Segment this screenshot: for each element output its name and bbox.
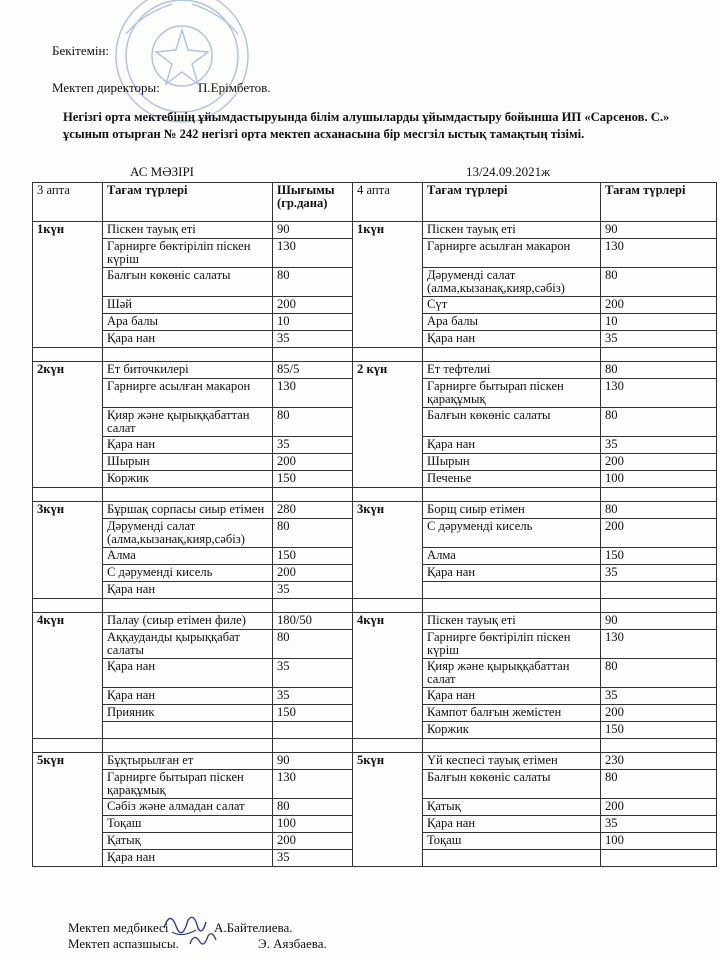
dish-left: Алма bbox=[103, 548, 273, 565]
dish-left: Қара нан bbox=[103, 688, 273, 705]
portion-right: 90 bbox=[601, 222, 717, 239]
portion-right: 130 bbox=[601, 239, 717, 268]
portion-right bbox=[601, 850, 717, 867]
portion-right: 150 bbox=[601, 548, 717, 565]
portion-left: 180/50 bbox=[273, 613, 353, 630]
separator-cell bbox=[353, 739, 423, 753]
dish-left: Қара нан bbox=[103, 331, 273, 348]
portion-right: 10 bbox=[601, 314, 717, 331]
separator-cell bbox=[273, 739, 353, 753]
dish-left: Коржик bbox=[103, 471, 273, 488]
separator-cell bbox=[33, 739, 103, 753]
portion-left: 80 bbox=[273, 519, 353, 548]
dish-right: Печенье bbox=[423, 471, 601, 488]
dish-right: Қияр және қырыққабаттан салат bbox=[423, 659, 601, 688]
dish-right: Борщ сиыр етімен bbox=[423, 502, 601, 519]
dish-right: Гарнирге бөктіріліп піскен күріш bbox=[423, 630, 601, 659]
day-label-right: 1күн bbox=[353, 222, 423, 348]
portion-left: 90 bbox=[273, 222, 353, 239]
portion-right: 80 bbox=[601, 659, 717, 688]
separator-cell bbox=[103, 599, 273, 613]
dish-left bbox=[103, 722, 273, 739]
dish-right: Қара нан bbox=[423, 437, 601, 454]
portion-left: 130 bbox=[273, 379, 353, 408]
dish-right: Піскен тауық еті bbox=[423, 613, 601, 630]
dish-left: Қара нан bbox=[103, 582, 273, 599]
portion-right: 130 bbox=[601, 379, 717, 408]
cook-name: Э. Аязбаева. bbox=[258, 936, 327, 951]
separator-cell bbox=[601, 739, 717, 753]
portion-right: 130 bbox=[601, 630, 717, 659]
portion-left: 80 bbox=[273, 799, 353, 816]
separator-cell bbox=[103, 739, 273, 753]
dish-right: Қара нан bbox=[423, 816, 601, 833]
portion-left: 150 bbox=[273, 471, 353, 488]
dish-left: Піскен тауық еті bbox=[103, 222, 273, 239]
portion-right: 200 bbox=[601, 454, 717, 471]
table-row bbox=[33, 613, 717, 630]
portion-left: 130 bbox=[273, 239, 353, 268]
dish-left: Гарнирге бөктіріліп піскен күріш bbox=[103, 239, 273, 268]
header-dish-types-right-2: Тағам түрлері bbox=[601, 183, 717, 222]
dish-left: Балғын көкөніс салаты bbox=[103, 268, 273, 297]
portion-right: 200 bbox=[601, 519, 717, 548]
separator-cell bbox=[33, 348, 103, 362]
portion-left: 35 bbox=[273, 582, 353, 599]
portion-left: 200 bbox=[273, 454, 353, 471]
dish-right: Алма bbox=[423, 548, 601, 565]
dish-left: Қара нан bbox=[103, 659, 273, 688]
separator-cell bbox=[273, 599, 353, 613]
separator-cell bbox=[423, 739, 601, 753]
dish-left: Қара нан bbox=[103, 850, 273, 867]
header-week4: 4 апта bbox=[353, 183, 423, 222]
nurse-label: Мектеп медбикесі bbox=[68, 920, 169, 935]
separator-cell bbox=[33, 599, 103, 613]
portion-left: 35 bbox=[273, 437, 353, 454]
dish-left: Ара балы bbox=[103, 314, 273, 331]
day-separator bbox=[33, 599, 717, 613]
separator-cell bbox=[33, 488, 103, 502]
day-separator bbox=[33, 348, 717, 362]
header-dish-types-right: Тағам түрлері bbox=[423, 183, 601, 222]
dish-right: Тоқаш bbox=[423, 833, 601, 850]
menu-date: 13/24.09.2021ж bbox=[466, 164, 551, 179]
menu-title: АС МӘЗІРІ bbox=[130, 164, 195, 179]
table-row bbox=[33, 362, 717, 379]
portion-left bbox=[273, 722, 353, 739]
portion-right: 100 bbox=[601, 833, 717, 850]
dish-right: С дәруменді кисель bbox=[423, 519, 601, 548]
menu-table bbox=[32, 182, 717, 867]
day-label-right: 2 күн bbox=[353, 362, 423, 488]
day-label-right: 5күн bbox=[353, 753, 423, 867]
dish-left: Шырын bbox=[103, 454, 273, 471]
dish-right: Гарнирге бытырап піскен қарақұмық bbox=[423, 379, 601, 408]
dish-right: Балғын көкөніс салаты bbox=[423, 770, 601, 799]
cook-signature bbox=[186, 926, 220, 952]
portion-right: 35 bbox=[601, 688, 717, 705]
nurse-name: А.Байтелиева. bbox=[214, 920, 293, 935]
dish-right bbox=[423, 850, 601, 867]
dish-left: Сәбіз және алмадан салат bbox=[103, 799, 273, 816]
day-separator bbox=[33, 488, 717, 502]
dish-right: Қатық bbox=[423, 799, 601, 816]
dish-left: Прияник bbox=[103, 705, 273, 722]
header-week3: 3 апта bbox=[33, 183, 103, 222]
portion-right: 35 bbox=[601, 816, 717, 833]
portion-right: 80 bbox=[601, 268, 717, 297]
portion-right: 80 bbox=[601, 770, 717, 799]
dish-right: Үй кеспесі тауық етімен bbox=[423, 753, 601, 770]
dish-right: Сүт bbox=[423, 297, 601, 314]
day-label-right: 3күн bbox=[353, 502, 423, 599]
separator-cell bbox=[423, 348, 601, 362]
document-title-line1: Негізгі орта мектебінің ұйымдастыруында білім алушыларды ұйымдастыру бойынша ИП «Сарсенов. С.» bbox=[63, 110, 670, 124]
portion-right: 35 bbox=[601, 437, 717, 454]
portion-left: 100 bbox=[273, 816, 353, 833]
dish-right bbox=[423, 582, 601, 599]
separator-cell bbox=[273, 488, 353, 502]
separator-cell bbox=[353, 599, 423, 613]
dish-left: Қара нан bbox=[103, 437, 273, 454]
table-row bbox=[33, 753, 717, 770]
approve-label: Бекітемін: bbox=[52, 43, 110, 58]
director-label: Мектеп директоры: bbox=[52, 80, 160, 95]
portion-left: 35 bbox=[273, 659, 353, 688]
portion-left: 35 bbox=[273, 688, 353, 705]
portion-left: 150 bbox=[273, 705, 353, 722]
document-title-line2: ұсынып отырған № 242 негізгі орта мектеп асханасына бір месгзіл ыстық тамақтың тізімі. bbox=[63, 127, 585, 141]
table-row bbox=[33, 502, 717, 519]
cook-label: Мектеп аспазшысы. bbox=[68, 936, 179, 951]
portion-left: 280 bbox=[273, 502, 353, 519]
portion-right: 150 bbox=[601, 722, 717, 739]
separator-cell bbox=[273, 348, 353, 362]
portion-right: 200 bbox=[601, 705, 717, 722]
day-label-left: 4күн bbox=[33, 613, 103, 739]
portion-left: 80 bbox=[273, 408, 353, 437]
dish-right: Қара нан bbox=[423, 331, 601, 348]
day-label-left: 5күн bbox=[33, 753, 103, 867]
portion-right: 35 bbox=[601, 331, 717, 348]
portion-right: 80 bbox=[601, 502, 717, 519]
table-header-row bbox=[33, 183, 717, 222]
portion-right: 35 bbox=[601, 565, 717, 582]
director-name: П.Ерімбетов. bbox=[198, 80, 271, 95]
portion-left: 150 bbox=[273, 548, 353, 565]
portion-left: 130 bbox=[273, 770, 353, 799]
dish-left: Ет биточкилері bbox=[103, 362, 273, 379]
separator-cell bbox=[601, 599, 717, 613]
dish-right: Коржик bbox=[423, 722, 601, 739]
dish-right: Дәруменді салат (алма,кызанақ,кияр,сәбіз) bbox=[423, 268, 601, 297]
portion-left: 200 bbox=[273, 297, 353, 314]
header-portion: Шығымы (гр.дана) bbox=[273, 183, 353, 222]
dish-left: Қатық bbox=[103, 833, 273, 850]
header-dish-types-left: Тағам түрлері bbox=[103, 183, 273, 222]
day-label-left: 1күн bbox=[33, 222, 103, 348]
dish-left: Қияр және қырыққабаттан салат bbox=[103, 408, 273, 437]
portion-left: 80 bbox=[273, 268, 353, 297]
dish-right: Гарнирге асылған макарон bbox=[423, 239, 601, 268]
portion-left: 200 bbox=[273, 833, 353, 850]
portion-right bbox=[601, 582, 717, 599]
portion-right: 80 bbox=[601, 362, 717, 379]
table-row bbox=[33, 222, 717, 239]
day-label-right: 4күн bbox=[353, 613, 423, 739]
dish-right: Ара балы bbox=[423, 314, 601, 331]
day-label-left: 2күн bbox=[33, 362, 103, 488]
portion-right: 90 bbox=[601, 613, 717, 630]
separator-cell bbox=[423, 488, 601, 502]
dish-left: Палау (сиыр етімен филе) bbox=[103, 613, 273, 630]
dish-right: Кампот балғын жемістен bbox=[423, 705, 601, 722]
separator-cell bbox=[353, 488, 423, 502]
day-label-left: 3күн bbox=[33, 502, 103, 599]
dish-right: Балғын көкөніс салаты bbox=[423, 408, 601, 437]
dish-left: Дәруменді салат (алма,кызанақ,кияр,сәбіз) bbox=[103, 519, 273, 548]
dish-right: Ет тефтелиі bbox=[423, 362, 601, 379]
portion-left: 80 bbox=[273, 630, 353, 659]
dish-left: Тоқаш bbox=[103, 816, 273, 833]
portion-left: 10 bbox=[273, 314, 353, 331]
portion-left: 85/5 bbox=[273, 362, 353, 379]
portion-left: 35 bbox=[273, 331, 353, 348]
separator-cell bbox=[353, 348, 423, 362]
dish-left: Аққауданды қырыққабат салаты bbox=[103, 630, 273, 659]
dish-left: Бұршақ сорпасы сиыр етімен bbox=[103, 502, 273, 519]
portion-left: 200 bbox=[273, 565, 353, 582]
dish-right: Қара нан bbox=[423, 565, 601, 582]
portion-right: 80 bbox=[601, 408, 717, 437]
separator-cell bbox=[601, 348, 717, 362]
portion-right: 230 bbox=[601, 753, 717, 770]
separator-cell bbox=[601, 488, 717, 502]
portion-left: 35 bbox=[273, 850, 353, 867]
separator-cell bbox=[103, 488, 273, 502]
dish-left: Шәй bbox=[103, 297, 273, 314]
dish-left: Гарнирге бытырап піскен қарақұмық bbox=[103, 770, 273, 799]
portion-right: 100 bbox=[601, 471, 717, 488]
portion-right: 200 bbox=[601, 799, 717, 816]
portion-right: 200 bbox=[601, 297, 717, 314]
dish-right: Піскен тауық еті bbox=[423, 222, 601, 239]
dish-left: Гарнирге асылған макарон bbox=[103, 379, 273, 408]
separator-cell bbox=[423, 599, 601, 613]
dish-left: С дәруменді кисель bbox=[103, 565, 273, 582]
dish-right: Шырын bbox=[423, 454, 601, 471]
dish-left: Бұқтырылған ет bbox=[103, 753, 273, 770]
portion-left: 90 bbox=[273, 753, 353, 770]
dish-right: Қара нан bbox=[423, 688, 601, 705]
separator-cell bbox=[103, 348, 273, 362]
day-separator bbox=[33, 739, 717, 753]
